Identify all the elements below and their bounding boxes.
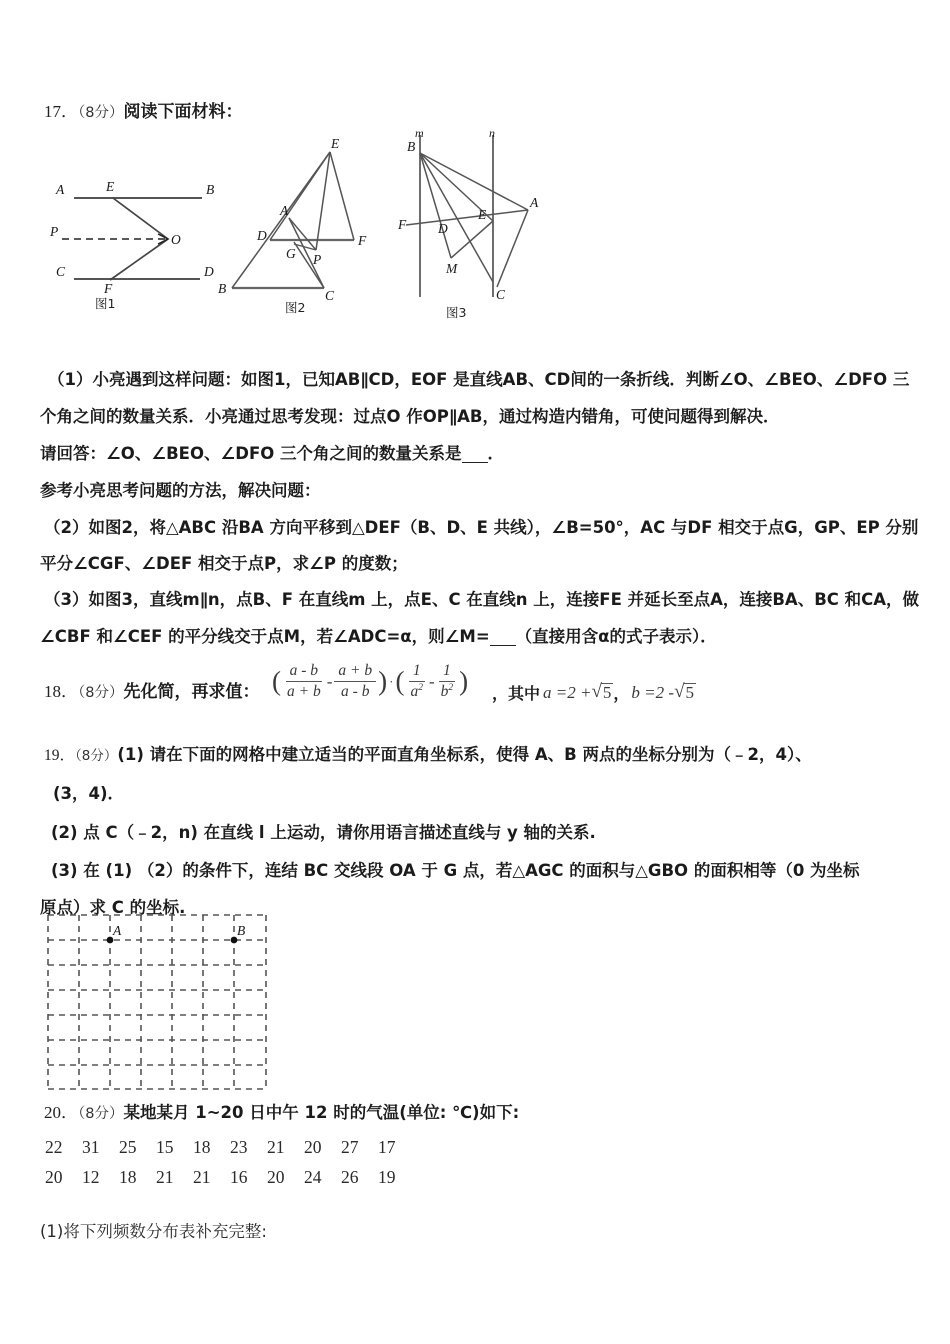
figure2-label-D: D [257, 228, 267, 243]
q20-number: 20． [44, 1103, 78, 1122]
q17-bridge: 参考小亮思考问题的方法，解决问题： [40, 481, 321, 500]
temperature-value: 16 [230, 1167, 248, 1187]
figure-2-caption: 图2 [285, 300, 306, 315]
q17-part3-answer-blank[interactable] [490, 629, 516, 646]
figure2-label-F: F [358, 233, 367, 248]
q19-part1-line2: (3，4)． [53, 784, 125, 803]
temperature-value: 24 [304, 1167, 322, 1187]
q17-part1-line3-suffix: ． [487, 444, 505, 464]
figure1-label-P: P [50, 224, 59, 239]
figure3-label-F: F [398, 217, 407, 232]
figure2-label-C: C [325, 288, 335, 300]
q17-part3-line1: （3）如图3，直线m∥n，点B、F 在直线m 上，点E、C 在直线n 上，连接FE 并延长至点A，连接BA、BC 和CA，做 [44, 590, 920, 609]
temperature-value: 25 [119, 1137, 137, 1157]
q20-data-row-2 [45, 1167, 415, 1188]
q19-part3-line2: 原点）求 C 的坐标. [40, 898, 186, 917]
q17-heading [44, 103, 242, 121]
q18-heading [44, 683, 259, 701]
q18-expression [272, 662, 468, 701]
q17-marks: （8分） [78, 105, 124, 121]
q17-part1-line2: 个角之间的数量关系．小亮通过思考发现：过点O 作OP∥AB，通过构造内错角，可使问题得到解决． [40, 407, 780, 426]
q17-stem: 阅读下面材料： [123, 102, 243, 122]
fraction-4 [437, 662, 458, 701]
q19-part3-line1: (3) 在 (1) （2）的条件下，连结 BC 交线段 OA 于 G 点，若△AGC 的面积与△GBO 的面积相等（0 为坐标 [51, 861, 860, 880]
q18-marks: （8分） [78, 685, 124, 701]
temperature-value: 18 [119, 1167, 137, 1187]
q17-part3-line2-b: （直接用含α的式子表示）． [515, 627, 717, 647]
q20-sub1: (1)将下列频数分布表补充完整: [40, 1222, 267, 1241]
grid-point-B-label: B [237, 923, 246, 938]
q19-marks: （8分） [75, 748, 118, 764]
figure3-label-A: A [530, 195, 539, 210]
minus-operator-1: - [326, 671, 333, 691]
fraction-2-numerator: a + b [334, 662, 376, 682]
q20-marks: （8分） [78, 1106, 124, 1122]
minus-operator-2: - [428, 671, 435, 691]
q18-b-value: b =2 - [631, 682, 675, 702]
temperature-value: 12 [82, 1167, 100, 1187]
temperature-value: 22 [45, 1137, 63, 1157]
fraction-4-denominator: $b^2$ [440, 683, 454, 701]
figure2-label-G: G [286, 246, 296, 261]
figure1-label-E: E [106, 179, 115, 194]
figure1-label-B: B [206, 182, 215, 197]
figure3-label-D: D [438, 221, 448, 236]
temperature-value: 27 [341, 1137, 359, 1157]
figure2-label-A: A [280, 203, 289, 218]
temperature-value: 15 [156, 1137, 174, 1157]
figure2-label-E: E [331, 136, 340, 151]
figure1-label-C: C [56, 264, 66, 279]
temperature-value: 21 [267, 1137, 285, 1157]
temperature-value: 18 [193, 1137, 211, 1157]
q20-heading [44, 1104, 519, 1122]
q18-condition [492, 681, 696, 704]
temperature-value: 20 [267, 1167, 285, 1187]
figure2-label-P: P [313, 252, 322, 267]
fraction-2-denominator: a - b [341, 683, 370, 701]
figure-2 [212, 130, 397, 315]
close-paren-2: ) [459, 665, 469, 696]
q19-heading [44, 747, 812, 764]
figure3-label-M: M [446, 261, 458, 276]
fraction-1-numerator: a - b [286, 662, 322, 682]
fraction-2 [334, 662, 376, 701]
temperature-value: 17 [378, 1137, 396, 1157]
sqrt-a: √ 5 [591, 681, 612, 703]
figure3-label-B: B [407, 139, 416, 154]
q18-comma: ， [613, 684, 630, 703]
q18-stem: 先化简，再求值： [123, 682, 260, 702]
figure1-label-D: D [204, 264, 214, 279]
temperature-value: 26 [341, 1167, 359, 1187]
temperature-value: 23 [230, 1137, 248, 1157]
figure3-label-E: E [478, 207, 487, 222]
fraction-1 [283, 662, 325, 701]
q18-a-value: a =2 + [543, 682, 592, 702]
temperature-value: 21 [193, 1167, 211, 1187]
q19-number: 19． [44, 747, 76, 764]
figure3-label-m: m [415, 126, 424, 140]
figure-3 [398, 125, 558, 320]
sqrt-b: √ 5 [674, 681, 694, 703]
multiply-dot: · [389, 673, 394, 689]
grid-point-A-label: A [113, 923, 122, 938]
temperature-value: 19 [378, 1167, 396, 1187]
fraction-3 [406, 662, 427, 701]
figure-1-caption: 图1 [95, 296, 116, 311]
q19-part2: (2) 点 C（﹣2，n) 在直线 l 上运动，请你用语言描述直线与 y 轴的关系. [51, 823, 596, 842]
temperature-value: 21 [156, 1167, 174, 1187]
fraction-3-denominator: $a^2$ [410, 683, 423, 701]
q17-part1-line3-prefix: 请回答：∠O、∠BEO、∠DFO 三个角之间的数量关系是 [40, 444, 462, 464]
close-paren-1: ) [378, 665, 388, 696]
q17-part1-line3 [40, 446, 504, 463]
temperature-value: 31 [82, 1137, 100, 1157]
figure2-label-B: B [218, 281, 227, 296]
q17-part2-line2: 平分∠CGF、∠DEF 相交于点P，求∠P 的度数； [40, 554, 408, 573]
temperature-value: 20 [304, 1137, 322, 1157]
q17-figures [0, 120, 950, 335]
fraction-4-numerator: 1 [439, 662, 455, 682]
figure1-label-A: A [56, 182, 65, 197]
q18-condition-prefix: ，其中 [492, 684, 541, 703]
q17-part3-line2 [40, 629, 717, 646]
q18-number: 18． [44, 682, 78, 701]
figure-3-caption: 图3 [446, 305, 467, 320]
q17-part1-answer-blank[interactable] [462, 446, 488, 463]
figure1-label-O: O [171, 232, 181, 247]
q17-part2-line1: （2）如图2，将△ABC 沿BA 方向平移到△DEF（B、D、E 共线），∠B=50°，AC 与DF 相交于点G，GP、EP 分别 [44, 518, 919, 537]
q19-part1-line1: (1) 请在下面的网格中建立适当的平面直角坐标系，使得 A、B 两点的坐标分别为（﹣2，4）、 [117, 745, 812, 764]
q17-number: 17． [44, 102, 78, 121]
q20-data-row-1 [45, 1137, 415, 1158]
temperature-value: 20 [45, 1167, 63, 1187]
q17-part1-line1: （1）小亮遇到这样问题：如图1，已知AB∥CD，EOF 是直线AB、CD间的一条折线．判断∠O、∠BEO、∠DFO 三 [48, 370, 910, 389]
open-paren-1: ( [272, 665, 281, 696]
figure1-label-F: F [104, 281, 113, 295]
q19-grid-figure[interactable] [46, 913, 270, 1091]
open-paren-2: ( [395, 665, 405, 696]
fraction-1-denominator: a + b [287, 683, 321, 701]
q17-part3-line2-a: ∠CBF 和∠CEF 的平分线交于点M，若∠ADC=α，则∠M= [40, 627, 490, 647]
figure3-label-n: n [489, 126, 495, 140]
figure3-label-C: C [496, 287, 506, 302]
fraction-3-numerator: 1 [409, 662, 425, 682]
q20-stem: 某地某月 1~20 日中午 12 时的气温(单位: ℃)如下: [123, 1103, 520, 1122]
